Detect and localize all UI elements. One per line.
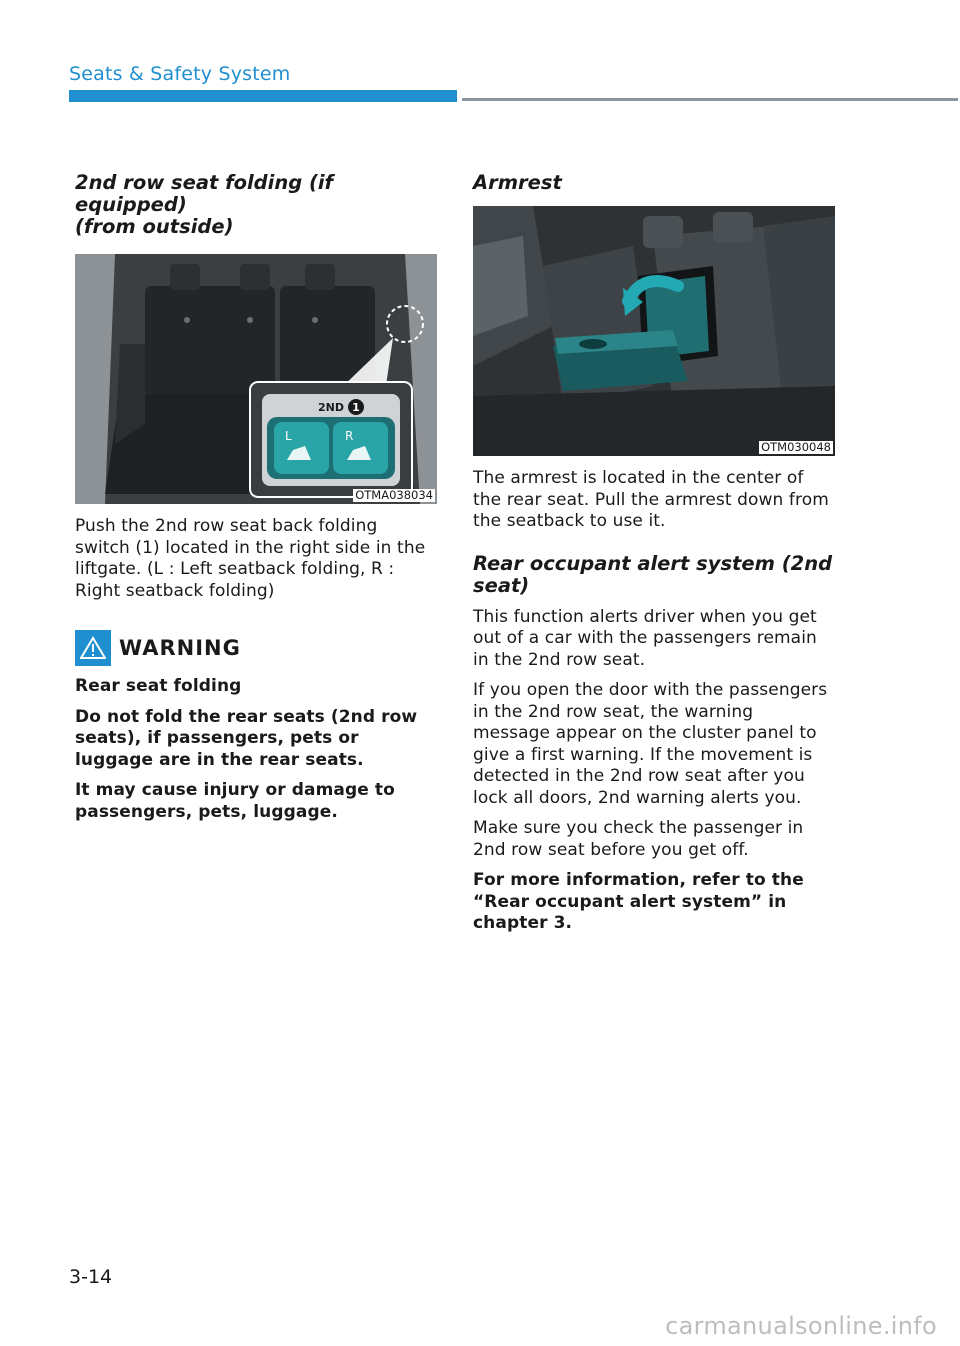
left-column: [75, 172, 437, 832]
armrest-illustration: [473, 206, 835, 456]
figure-code: OTM030048: [761, 440, 831, 454]
cargo-figure: [75, 254, 437, 504]
alert-paragraph-2: If you open the door with the passengers in the 2nd row seat, the warning message appear on the cluster panel to give a first warning. If the movement is detected in the 2nd row seat after you lock all doors, 2nd warning alerts you.: [473, 680, 828, 808]
warning-header: [75, 630, 437, 666]
switch-label: 2ND: [318, 401, 344, 414]
warning-text-2: It may cause injury or damage to passengers, pets, luggage.: [75, 780, 395, 822]
warning-title: Rear seat folding: [75, 676, 242, 696]
figure-code: OTMA038034: [355, 488, 433, 502]
section-title: Seats & Safety System: [69, 63, 291, 85]
alert-paragraph-3: Make sure you check the passenger in 2nd row seat before you get off.: [473, 818, 804, 860]
header-rule-blue: [69, 90, 457, 102]
alert-reference: For more information, refer to the “Rear occupant alert system” in chapter 3.: [473, 870, 804, 933]
right-column: [473, 172, 835, 944]
page-number: 3-14: [69, 1266, 113, 1288]
right-switch-letter: R: [345, 429, 354, 443]
seat-folding-heading: 2nd row seat folding (if equipped) (from outside): [75, 171, 334, 238]
folding-instructions: Push the 2nd row seat back folding switch (1) located in the right side in the liftgate. (L : Left seatback folding, R : Right seatback folding): [75, 516, 426, 601]
rear-occupant-alert-heading: Rear occupant alert system (2nd seat): [473, 551, 833, 597]
armrest-heading: Armrest: [473, 171, 562, 194]
watermark: carmanualsonline.info: [665, 1312, 937, 1340]
warning-label: WARNING: [119, 636, 241, 660]
alert-paragraph-1: This function alerts driver when you get out of a car with the passengers remain in the 2nd row seat.: [473, 606, 817, 670]
armrest-text: The armrest is located in the center of the rear seat. Pull the armrest down from the seatback to use it.: [473, 468, 829, 531]
armrest-figure: [473, 206, 835, 456]
warning-text-1: Do not fold the rear seats (2nd row seats), if passengers, pets or luggage are in the rear seats.: [75, 706, 418, 770]
warning-triangle-icon: [75, 630, 111, 666]
callout-number: 1: [352, 401, 360, 414]
header-rule-gray: [462, 98, 958, 101]
cargo-illustration: [75, 254, 437, 504]
left-switch-letter: L: [285, 429, 292, 443]
